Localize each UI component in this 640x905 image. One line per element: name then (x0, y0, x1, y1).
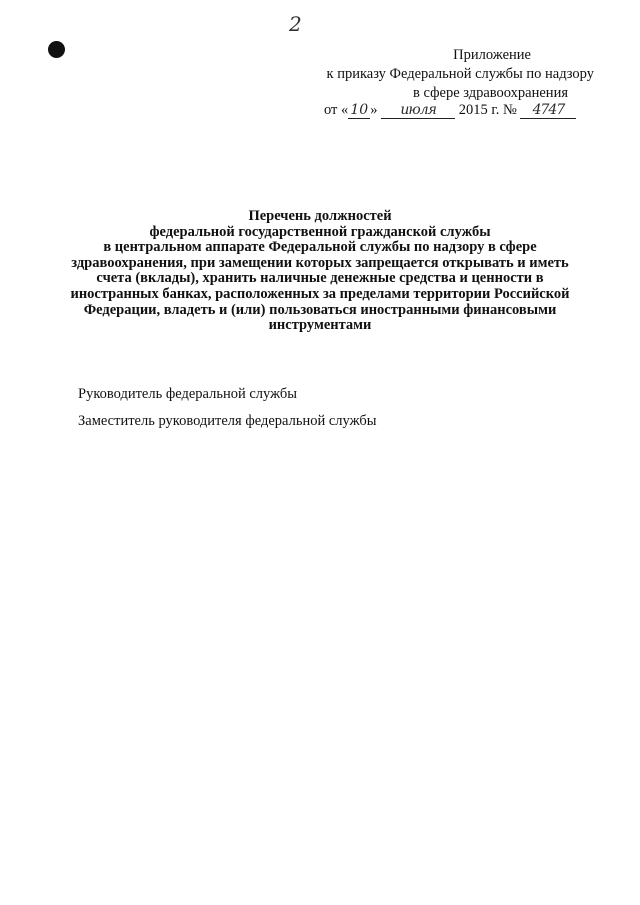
punch-hole-mark (48, 41, 65, 58)
appendix-order-ref: к приказу Федеральной службы по надзору (326, 66, 594, 82)
date-month-handwritten: июля (381, 103, 455, 119)
title-line: здравоохранения, при замещении которых запрещается открывать и иметь (71, 254, 569, 271)
date-prefix: от « (324, 102, 349, 118)
appendix-label: Приложение (453, 47, 531, 63)
page-number: 2 (289, 12, 302, 36)
list-item: Заместитель руководителя федеральной службы (78, 413, 377, 429)
title-line: Федерации, владеть и (или) пользоваться иностранными финансовыми (83, 301, 557, 318)
title-line: Перечень должностей (248, 208, 392, 224)
title-line: иностранных банках, расположенных за пределами территории Российской (70, 285, 570, 302)
title-line: счета (вклады), хранить наличные денежные средства и ценности в (96, 270, 544, 287)
document-title (70, 209, 570, 334)
title-line: в центральном аппарате Федеральной службы по надзору в сфере (103, 239, 537, 256)
positions-list (78, 385, 578, 439)
date-year: 2015 г. № (458, 102, 517, 118)
order-number-handwritten: 4747 (520, 103, 576, 119)
date-quote-close: » (370, 102, 378, 118)
appendix-header (274, 46, 594, 103)
list-item: Руководитель федеральной службы (78, 386, 298, 402)
order-date-line (324, 102, 604, 119)
date-day-handwritten: 10 (348, 103, 370, 119)
title-line: федеральной государственной гражданской службы (149, 223, 491, 240)
appendix-agency: в сфере здравоохранения (413, 85, 568, 101)
title-line: инструментами (268, 317, 372, 334)
